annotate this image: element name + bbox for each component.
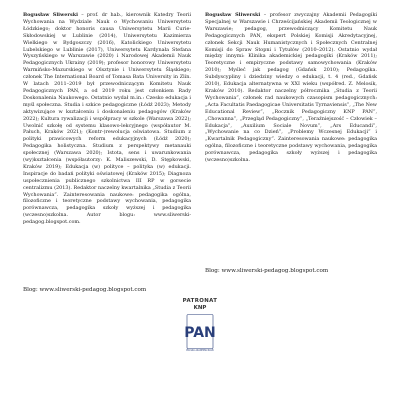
author-bio-right-text: – profesor zwyczajny Akademii Pedagogiki Specjalnej w Warszawie i Chrześcijańskiej Akademii Teologicznej w Warszawie; pedagog, przewodniczący Komitetu Nauk Pedagogicznych PAN, ekspert Polskiej Komisji Akredytacyjnej, członek Sekcji Nauk Humanistycznych i Społecznych Centralnej Komisji do Spraw Stopni i Tytułów (2010–2012). Ostatnio wydał między innymi: Klinika akademickiej pedagogiki (Kraków 2011); Teoretyczne i empiryczne podstawy samowychowania (Kraków 2010); Myśleć jak pedagog (Gdańsk 2010); Pedagogika. Subdyscypliny i dziedziny wiedzy o edukacji, t. 4 (red., Gdańsk 2010), Edukacja alternatywna w XXI wieku (współred. Z. Melosik, Kraków 2010). Redaktor naczelny półrocznika „Studia z Teorii Wychowania”, członek rad naukowych czasopism pedagogicznych: „Acta Facultatis Paedagogicae Universitatis Tyrnaviensis”, „The New Educational Review”, „Rocznik Pedagogiczny KNP PAN”, „Chowanna”, „Przegląd Pedagogiczny”, „Teraźniejszość – Człowiek – Edukacja”, „Auxilium Sociale Novum”, „Ars Educandi”, „Wychowanie na co Dzień”, „Problemy Wczesnej Edukacji” i „Kwartalnik Pedagogiczny”. Zainteresowania naukowe: pedagogika ogólna, filozoficzne i teoretyczne podstawy wychowania, pedagogika porównawcza, pedagogika szkoły wyższej i pedagogika (wczesno)szkolna. bbox=[205, 12, 377, 164]
pan-caption: POLSKA AKADEMIA NAUK bbox=[186, 349, 214, 352]
pan-logo-text: PAN bbox=[184, 325, 216, 341]
patronage-title: PATRONAT bbox=[182, 298, 218, 304]
blog-link-right: Blog: www.sliwerski-pedagog.blogspot.com bbox=[205, 268, 329, 274]
author-name-right: Bogusław Śliwerski bbox=[205, 12, 261, 18]
patronage-label bbox=[173, 298, 227, 311]
author-bio-left bbox=[23, 12, 191, 280]
author-bio-left-text: – prof. dr hab., kierownik Katedry Teorii Wychowania na Wydziale Nauk o Wychowaniu Uniwersytetu Łódzkiego; doktor honoris causa Uniwersytetu Marii Curie-Skłodowskiej w Lublinie (2014), Uniwersytetu Kazimierza Wielkiego w Bydgoszczy (2016), Katolickiego Uniwersytetu Lubelskiego w Lublinie (2017), Uniwersytetu Kardynała Stefana Wyszyńskiego w Warszawie (2020) i Narodowej Akademii Nauk Pedagogicznych Ukrainy (2019); profesor honorowy Uniwersytetu Warmińsko-Mazurskiego w Olsztynie i Uniwersytetu Śląskiego; członek The International Board of Tomasa Bata University in Zlín. W latach 2011–2019 był przewodniczącym Komitetu Nauk Pedagogicznych PAN, a od 2019 roku jest członkiem Rady Doskonalenia Naukowego. Ostatnio wydał m.in.: Czesko edukacja i myśl społeczna. Studia i szkice pedagogiczne (Łódź 2023); Metody aktywizujące w kształceniu i doskonaleniu pedagogów (Kraków 2022); Kultura rywalizacji i współpracy w szkole (Warszawa 2022); Uwolnić szkołę od systemu klasowo-lekcyjnego (współautor M. Pałuch, Kraków 2021); (Kontr-)rewolucja oświatowa. Studium z polityki prawicowych reform edukacyjnych (Łódź 2020); Pedagogika holistyczna. Studium z perspektywy metanauki społecznej (Warszawa 2020); Istota, sens i uwarunkowania (wy)kształcenia (współautorzy: K. Maliszewski, D. Stępkowski, Kraków 2019); Edukacja (w) polityce – polityka (w) edukacji. Inspiracje do badań polityki oświatowej (Kraków 2015); Diagnoza uspołecznienia publicznego szkolnictwa III RP w gorsecie centralizmu (2013). Redaktor naczelny kwartalnika „Studia z Teorii Wychowania”. Zainteresowania naukowe: pedagogika ogólna, filozoficzne i teoretyczne podstawy wychowania, pedagogika porównawcza, pedagogika szkoły wyższej i pedagogika (wczesno)szkolna. Autor blogu: www.sliwerski-pedagog.blogspot.com. bbox=[23, 12, 191, 226]
author-name-left: Bogusław Śliwerski bbox=[23, 12, 78, 18]
author-bio-right bbox=[205, 12, 377, 280]
patronage-subtitle: KNP bbox=[193, 304, 207, 311]
blog-link-left: Blog: www.sliwerski-pedagog.blogspot.com bbox=[23, 287, 147, 293]
pan-logo-icon bbox=[181, 314, 219, 350]
